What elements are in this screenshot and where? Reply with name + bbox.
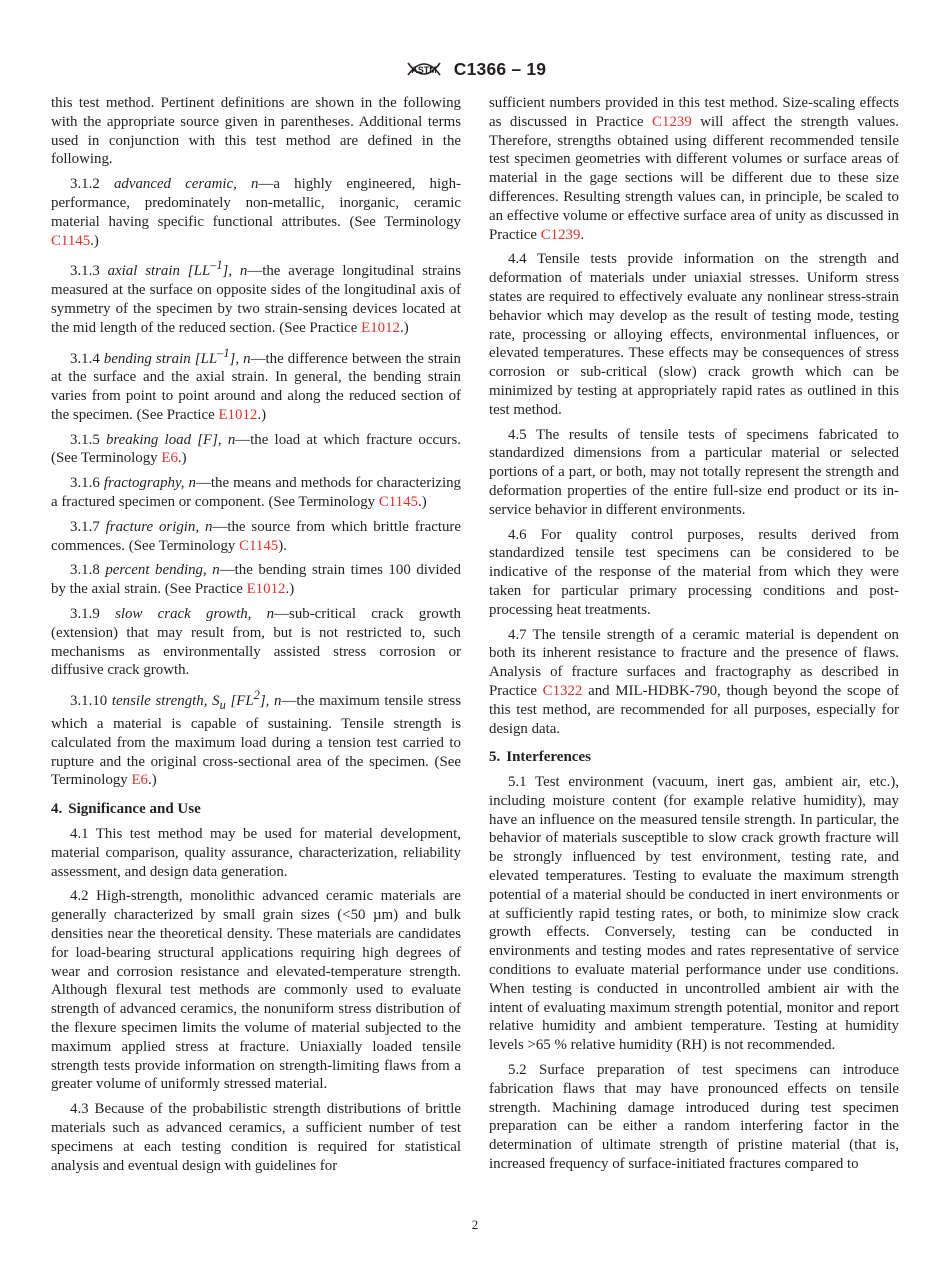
paragraph-4-2: 4.2 High-strength, monolithic advanced ceramic materials are generally characterized by small grain sizes (<50 µm) and bulk densities near the theoretical density. These materials are candidates for load-bearing structural applications requiring high degrees of wear and corrosion resistance and elevated-temperature strength. Although flexural test methods are commonly used to evaluate strength of advanced ceramics, the nonuniform stress distribution of the flexure specimen limits the volume of material subjected to the maximum applied stress at fracture. Uniaxially loaded tensile strength tests provide information on strength-limiting flaws from a greater volume of uniformly stressed material. [51, 888, 461, 1093]
paragraph-4-3-continued: sufficient numbers provided in this test method. Size-scaling effects as discussed in Practice C1239 will affect the strength values. Therefore, strengths obtained using different recommended tensile test specimen geometries with different volumes or surface areas of material in the gage sections will be different due to these size differences. Resulting strength values can, in principle, be scaled to an effective volume or effective surface area of unity as discussed in Practice C1239. [489, 95, 899, 243]
term: slow crack growth, n [115, 606, 275, 623]
term: breaking load [F], n [105, 431, 236, 448]
paragraph-4-1: 4.1 This test method may be used for material development, material comparison, quality assurance, characterization, reliability assessment, and design data generation. [51, 825, 461, 880]
paragraph-4-4: 4.4 Tensile tests provide information on the strength and deformation of materials under uniaxial stresses. Uniform stress states are required to effectively evaluate any nonlinear stress-strain behavior which may develop as the result of testing mode, testing rate, processing or alloying effects, environmental influences, or elevated temperatures. These effects may be consequences of stress corrosion or sub-critical (slow) crack growth which can be minimized by testing at appropriately rapid rates as outlined in this test method. [489, 251, 899, 418]
astm-logo-icon [404, 55, 444, 83]
definition-percent-bending: 3.1.8 percent bending, n—the bending strain times 100 divided by the axial strain. (See Practice E1012.) [51, 562, 462, 598]
section-heading-interferences: 5. Interferences [489, 749, 591, 766]
definition-advanced-ceramic: 3.1.2 advanced ceramic, n—a highly engineered, high-performance, predominately non-metallic, inorganic, ceramic material having specific functional attributes. (See Terminology C1145.) [51, 176, 461, 249]
paragraph-4-5: 4.5 The results of tensile tests of specimens fabricated to standardized dimensions from a particular material or selected portions of a part, or both, may not totally represent the strength and deformation properties of the entire full-size end product or its in-service behavior in different environments. [489, 426, 899, 518]
reference-link-c1239[interactable]: C1239 [540, 226, 581, 243]
term: fractography, n [103, 475, 196, 492]
definition-breaking-load: 3.1.5 breaking load [F], n—the load at which fracture occurs. (See Terminology E6.) [51, 431, 461, 467]
definition-axial-strain: 3.1.3 axial strain $[LL^{-1}]$, n—the average longitudinal strains measured at the surface on opposite sides of the longitudinal axis of symmetry of the specimen by two strain-sensing devices located at the mid length of the reduced section. (See Practice E1012.) [51, 258, 461, 336]
paragraph-5-1: 5.1 Test environment (vacuum, inert gas, ambient air, etc.), including moisture content (for example relative humidity), may have an influence on the measured tensile strength. In particular, the behavior of materials susceptible to slow crack growth fracture will be strongly influenced by test environment, testing rate, and elevated temperatures. Testing to evaluate the maximum strength potential of a material should be conducted in inert environments or at sufficiently rapid testing rates, or both, to minimize slow crack growth effects. Conversely, testing can be conducted in environments and testing modes and rates representative of service conditions to evaluate material performance under use conditions. When testing is conducted in uncontrolled ambient air with the intent of evaluating maximum strength potential, monitor and report relative humidity and ambient temperature. Testing at humidity levels >65 % relative humidity (RH) is not recommended. [489, 774, 899, 1054]
term: tensile strength, $S_u$ $[FL^2]$, n [111, 688, 282, 713]
reference-link-e6[interactable]: E6 [161, 450, 178, 467]
page-number: 2 [471, 1217, 479, 1232]
paragraph-5-2: 5.2 Surface preparation of test specimens can introduce fabrication flaws that may have pronounced effects on tensile strength. Machining damage introduced during test specimen preparation can be either a random interfering factor in the determination of ultimate strength of pristine material (that is, increased frequency of surface-initiated fractures compared to [489, 1062, 899, 1173]
reference-link-c1322[interactable]: C1322 [542, 682, 583, 699]
svg-text:ASTM: ASTM [411, 65, 437, 75]
term: bending strain $[LL^{-1}]$, n [103, 345, 251, 367]
definition-slow-crack-growth: 3.1.9 slow crack growth, n—sub-critical crack growth (extension) that may result from, but is not restricted to, such mechanisms as environmentally assisted stress corrosion or diffusive crack growth. [51, 606, 461, 679]
definition-fracture-origin: 3.1.7 fracture origin, n—the source from which brittle fracture commences. (See Terminology C1145). [51, 518, 461, 554]
reference-link-c1145[interactable]: C1145 [51, 232, 91, 249]
paragraph-4-6: 4.6 For quality control purposes, results derived from standardized tensile test specimens can be considered to be indicative of the response of the material from which they were taken for particular primary processing conditions and post-processing heat treatments. [489, 526, 899, 618]
paragraph-4-3: 4.3 Because of the probabilistic strength distributions of brittle materials such as advanced ceramics, a sufficient number of test specimens at each testing condition is required for statistical analysis and eventual design with guidelines for [51, 1101, 461, 1174]
page-header [0, 55, 950, 83]
term: advanced ceramic, n [113, 176, 259, 193]
left-column [51, 94, 461, 1181]
definition-fractography: 3.1.6 fractography, n—the means and methods for characterizing a fractured specimen or component. (See Terminology C1145.) [51, 475, 461, 511]
term: axial strain $[LL^{-1}]$, n [107, 258, 248, 280]
right-column [489, 94, 899, 1180]
reference-link-c1145[interactable]: C1145 [378, 494, 418, 511]
reference-link-e1012[interactable]: E1012 [361, 319, 400, 336]
reference-link-e1012[interactable]: E1012 [218, 406, 258, 423]
reference-link-e6[interactable]: E6 [131, 772, 148, 789]
definition-tensile-strength: 3.1.10 tensile strength, $S_u$ $[FL^2]$, n—the maximum tensile stress which a material is capable of sustaining. Tensile strength is calculated from the maximum load during a tension test carried to rupture and the original cross-sectional area of the specimen. (See Terminology E6.) [51, 688, 461, 789]
reference-link-c1239[interactable]: C1239 [652, 113, 692, 130]
reference-link-c1145[interactable]: C1145 [239, 537, 279, 554]
reference-link-e1012[interactable]: E1012 [246, 581, 286, 598]
document-designation: C1366 – 19 [453, 58, 547, 79]
term: fracture origin, n [105, 518, 213, 535]
term: percent bending, n [105, 562, 220, 579]
paragraph-4-7: 4.7 The tensile strength of a ceramic material is dependent on both its inherent resistance to fracture and the presence of flaws. Analysis of fracture surfaces and fractography as described in Practice C1322 and MIL-HDBK-790, though beyond the scope of this test method, are recommended for all purposes, especially for design data. [489, 626, 899, 737]
section-heading-significance: 4. Significance and Use [51, 801, 201, 818]
paragraph-3-intro: this test method. Pertinent definitions are shown in the following with the appropriate source given in parentheses. Additional terms used in conjunction with this test method are defined in the following. [51, 95, 461, 168]
definition-bending-strain: 3.1.4 bending strain $[LL^{-1}]$, n—the difference between the strain at the surface and the axial strain. In general, the bending strain varies from point to point around and along the reduced section of the specimen. (See Practice E1012.) [51, 345, 461, 423]
